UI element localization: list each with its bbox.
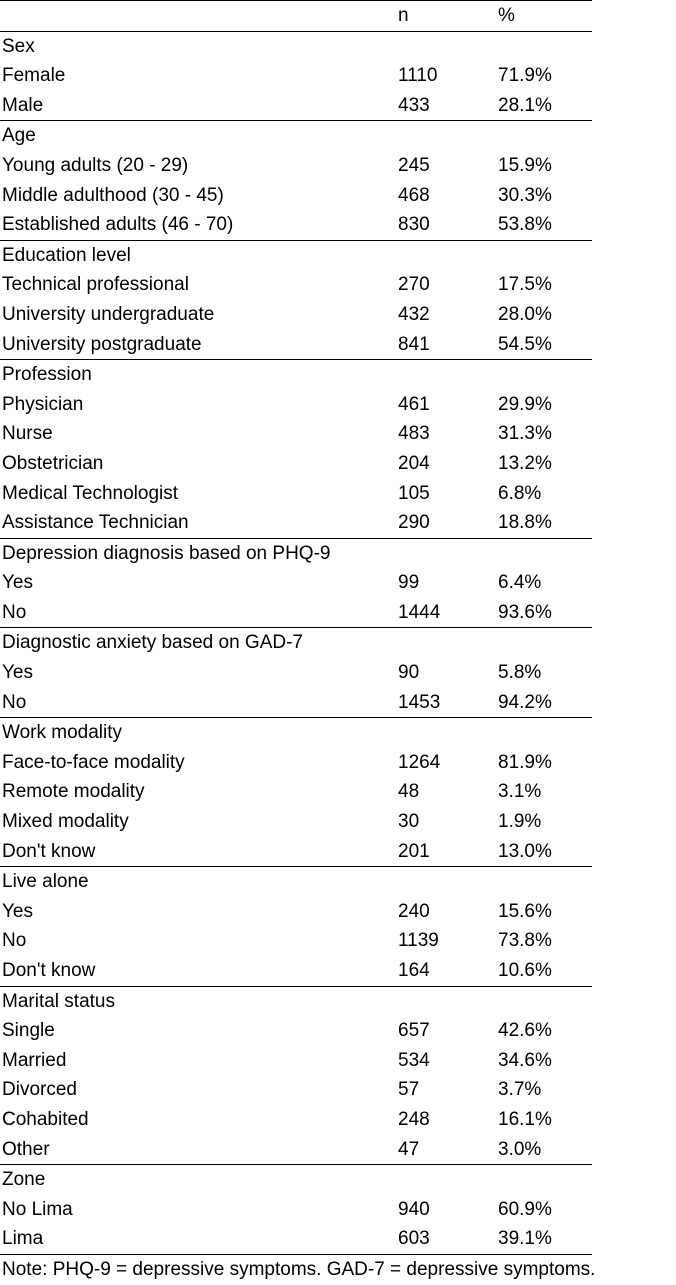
row-n-cell: 245 xyxy=(398,154,430,176)
section-header-row xyxy=(0,360,592,390)
row-percent-cell: 42.6% xyxy=(498,1020,552,1042)
section-header-row xyxy=(0,240,592,270)
row-percent-cell: 73.8% xyxy=(498,930,552,952)
row-percent-cell: 13.0% xyxy=(498,840,552,862)
row-percent-cell: 3.0% xyxy=(498,1138,542,1160)
row-percent-cell: 15.9% xyxy=(498,154,552,176)
row-label-cell: Physician xyxy=(2,393,84,415)
row-n-cell: 841 xyxy=(398,333,430,355)
row-label-cell: University undergraduate xyxy=(2,303,215,325)
row-percent-cell: 13.2% xyxy=(498,452,552,474)
row-n-cell: 940 xyxy=(398,1198,430,1220)
row-n-cell: 603 xyxy=(396,1224,496,1254)
section-header-row xyxy=(0,1165,592,1195)
row-percent-cell: 71.9% xyxy=(498,65,552,87)
table-row xyxy=(0,508,592,538)
row-label-cell: Lima xyxy=(0,1224,396,1254)
row-percent-cell: 3.7% xyxy=(498,1079,542,1101)
row-percent-cell: 17.5% xyxy=(498,274,552,296)
row-percent-cell: 28.1% xyxy=(498,94,552,116)
table-row xyxy=(0,748,592,778)
row-n-cell: 534 xyxy=(398,1049,430,1071)
row-n-cell: 657 xyxy=(398,1020,430,1042)
row-percent-cell: 60.9% xyxy=(498,1198,552,1220)
row-label-cell: Don't know xyxy=(2,960,96,981)
row-n-cell: 248 xyxy=(398,1108,430,1130)
table-row xyxy=(0,1135,592,1165)
section-header-row xyxy=(0,867,592,897)
row-percent-cell: 18.8% xyxy=(498,512,552,534)
row-label-cell: Assistance Technician xyxy=(2,512,189,534)
row-n-cell: 30 xyxy=(398,811,420,833)
table-row xyxy=(0,270,592,300)
row-label-cell: Obstetrician xyxy=(2,452,104,474)
section-title: Age xyxy=(0,121,592,151)
table-row xyxy=(0,449,592,479)
row-percent-cell: 34.6% xyxy=(498,1049,552,1071)
row-n-cell: 48 xyxy=(398,781,420,803)
table-row xyxy=(0,300,592,330)
row-n-cell: 1139 xyxy=(398,930,439,952)
table-row xyxy=(0,568,592,598)
row-n-cell: 47 xyxy=(398,1138,420,1160)
row-label-cell: No xyxy=(2,930,27,952)
header-percent-cell: % xyxy=(496,1,592,32)
row-n-cell: 483 xyxy=(398,423,430,445)
row-percent-cell: 29.9% xyxy=(498,393,552,415)
table-row xyxy=(0,330,592,360)
row-n-cell: 830 xyxy=(398,214,430,236)
row-percent-cell: 31.3% xyxy=(498,423,552,445)
row-label-cell: Male xyxy=(2,94,44,116)
row-n-cell: 290 xyxy=(398,512,430,534)
row-label-cell: No Lima xyxy=(2,1198,73,1220)
table-row xyxy=(0,1224,592,1254)
table-row xyxy=(0,61,592,91)
table-row xyxy=(0,1105,592,1135)
table-row xyxy=(0,181,592,211)
row-percent-cell: 81.9% xyxy=(498,751,552,773)
table-row xyxy=(0,1195,592,1225)
row-n-cell: 164 xyxy=(398,960,430,981)
table-row xyxy=(0,91,592,121)
section-header-row xyxy=(0,718,592,748)
row-label-cell: University postgraduate xyxy=(2,333,202,355)
row-percent-cell: 93.6% xyxy=(498,601,552,623)
row-n-cell: 1110 xyxy=(398,65,438,87)
table-note: Note: PHQ-9 = depressive symptoms. GAD-7 = depressive symptoms. xyxy=(2,1258,596,1280)
row-label-cell: Yes xyxy=(2,572,33,594)
section-header-row xyxy=(0,121,592,151)
table-row xyxy=(0,777,592,807)
row-n-cell: 57 xyxy=(398,1079,420,1101)
row-label-cell: Technical professional xyxy=(2,274,189,296)
row-n-cell: 1444 xyxy=(398,601,441,623)
row-label-cell: Young adults (20 - 29) xyxy=(2,154,189,176)
row-percent-cell: 28.0% xyxy=(498,303,552,325)
section-title: Zone xyxy=(0,1165,592,1195)
row-n-cell: 204 xyxy=(398,452,430,474)
row-label-cell: Female xyxy=(2,65,66,87)
row-n-cell: 1264 xyxy=(398,751,441,773)
header-label-cell xyxy=(0,1,396,32)
row-label-cell: Cohabited xyxy=(2,1108,89,1130)
row-label-cell: Medical Technologist xyxy=(2,482,179,504)
table-row xyxy=(0,1046,592,1076)
row-n-cell: 432 xyxy=(398,303,430,325)
table-row xyxy=(0,926,592,956)
section-title: Depression diagnosis based on PHQ-9 xyxy=(0,538,592,568)
row-percent-cell: 5.8% xyxy=(498,662,542,684)
row-n-cell: 105 xyxy=(398,482,430,504)
row-percent-cell: 53.8% xyxy=(498,214,552,236)
row-label-cell: No xyxy=(2,601,27,623)
table-row xyxy=(0,688,592,718)
row-percent-cell: 39.1% xyxy=(496,1224,592,1254)
section-title: Sex xyxy=(0,31,592,61)
section-header-row xyxy=(0,628,592,658)
row-percent-cell: 3.1% xyxy=(498,781,542,803)
table-row xyxy=(0,658,592,688)
table-row xyxy=(0,479,592,509)
table-row xyxy=(0,419,592,449)
row-n-cell: 240 xyxy=(398,900,430,922)
row-percent-cell: 6.8% xyxy=(498,482,542,504)
row-label-cell: Mixed modality xyxy=(2,811,129,833)
row-percent-cell: 15.6% xyxy=(498,900,552,922)
table-body xyxy=(0,1,592,1255)
row-n-cell: 433 xyxy=(398,94,430,116)
row-label-cell: Established adults (46 - 70) xyxy=(2,214,234,236)
row-percent-cell: 6.4% xyxy=(498,572,542,594)
table-row xyxy=(0,807,592,837)
row-label-cell: Married xyxy=(2,1049,67,1071)
row-n-cell: 99 xyxy=(398,572,420,594)
row-percent-cell: 10.6% xyxy=(498,960,552,981)
section-title: Work modality xyxy=(0,718,592,748)
row-label-cell: Don't know xyxy=(2,840,96,862)
section-header-row xyxy=(0,986,592,1016)
row-percent-cell: 30.3% xyxy=(498,184,552,206)
section-title: Live alone xyxy=(0,867,592,897)
row-percent-cell: 1.9% xyxy=(498,811,542,833)
row-label-cell: Face-to-face modality xyxy=(2,751,185,773)
row-label-cell: Nurse xyxy=(2,423,53,445)
section-title: Marital status xyxy=(0,986,592,1016)
section-header-row xyxy=(0,31,592,61)
row-label-cell: Yes xyxy=(2,900,33,922)
table-row xyxy=(0,956,592,986)
row-label-cell: Yes xyxy=(2,662,33,684)
table-row xyxy=(0,210,592,240)
row-label-cell: Divorced xyxy=(2,1079,77,1101)
section-header-row xyxy=(0,538,592,568)
row-n-cell: 461 xyxy=(398,393,430,415)
row-label-cell: Other xyxy=(2,1138,50,1160)
row-label-cell: No xyxy=(2,691,27,713)
row-n-cell: 1453 xyxy=(398,691,441,713)
section-title: Diagnostic anxiety based on GAD-7 xyxy=(0,628,592,658)
row-percent-cell: 94.2% xyxy=(498,691,552,713)
section-title: Profession xyxy=(0,360,592,390)
table-row xyxy=(0,151,592,181)
section-title: Education level xyxy=(0,240,592,270)
row-percent-cell: 16.1% xyxy=(498,1108,552,1130)
table-row xyxy=(0,897,592,927)
row-n-cell: 201 xyxy=(398,840,430,862)
header-n-cell: n xyxy=(396,1,496,32)
row-label-cell: Middle adulthood (30 - 45) xyxy=(2,184,224,206)
row-n-cell: 468 xyxy=(398,184,430,206)
table-row xyxy=(0,1016,592,1046)
table-row xyxy=(0,837,592,867)
table-row xyxy=(0,1075,592,1105)
row-label-cell: Single xyxy=(2,1020,55,1042)
row-label-cell: Remote modality xyxy=(2,781,145,803)
table-row xyxy=(0,598,592,628)
table-header-row xyxy=(0,1,592,32)
row-n-cell: 270 xyxy=(398,274,430,296)
row-n-cell: 90 xyxy=(398,662,420,684)
table-row xyxy=(0,390,592,420)
row-percent-cell: 54.5% xyxy=(498,333,552,355)
